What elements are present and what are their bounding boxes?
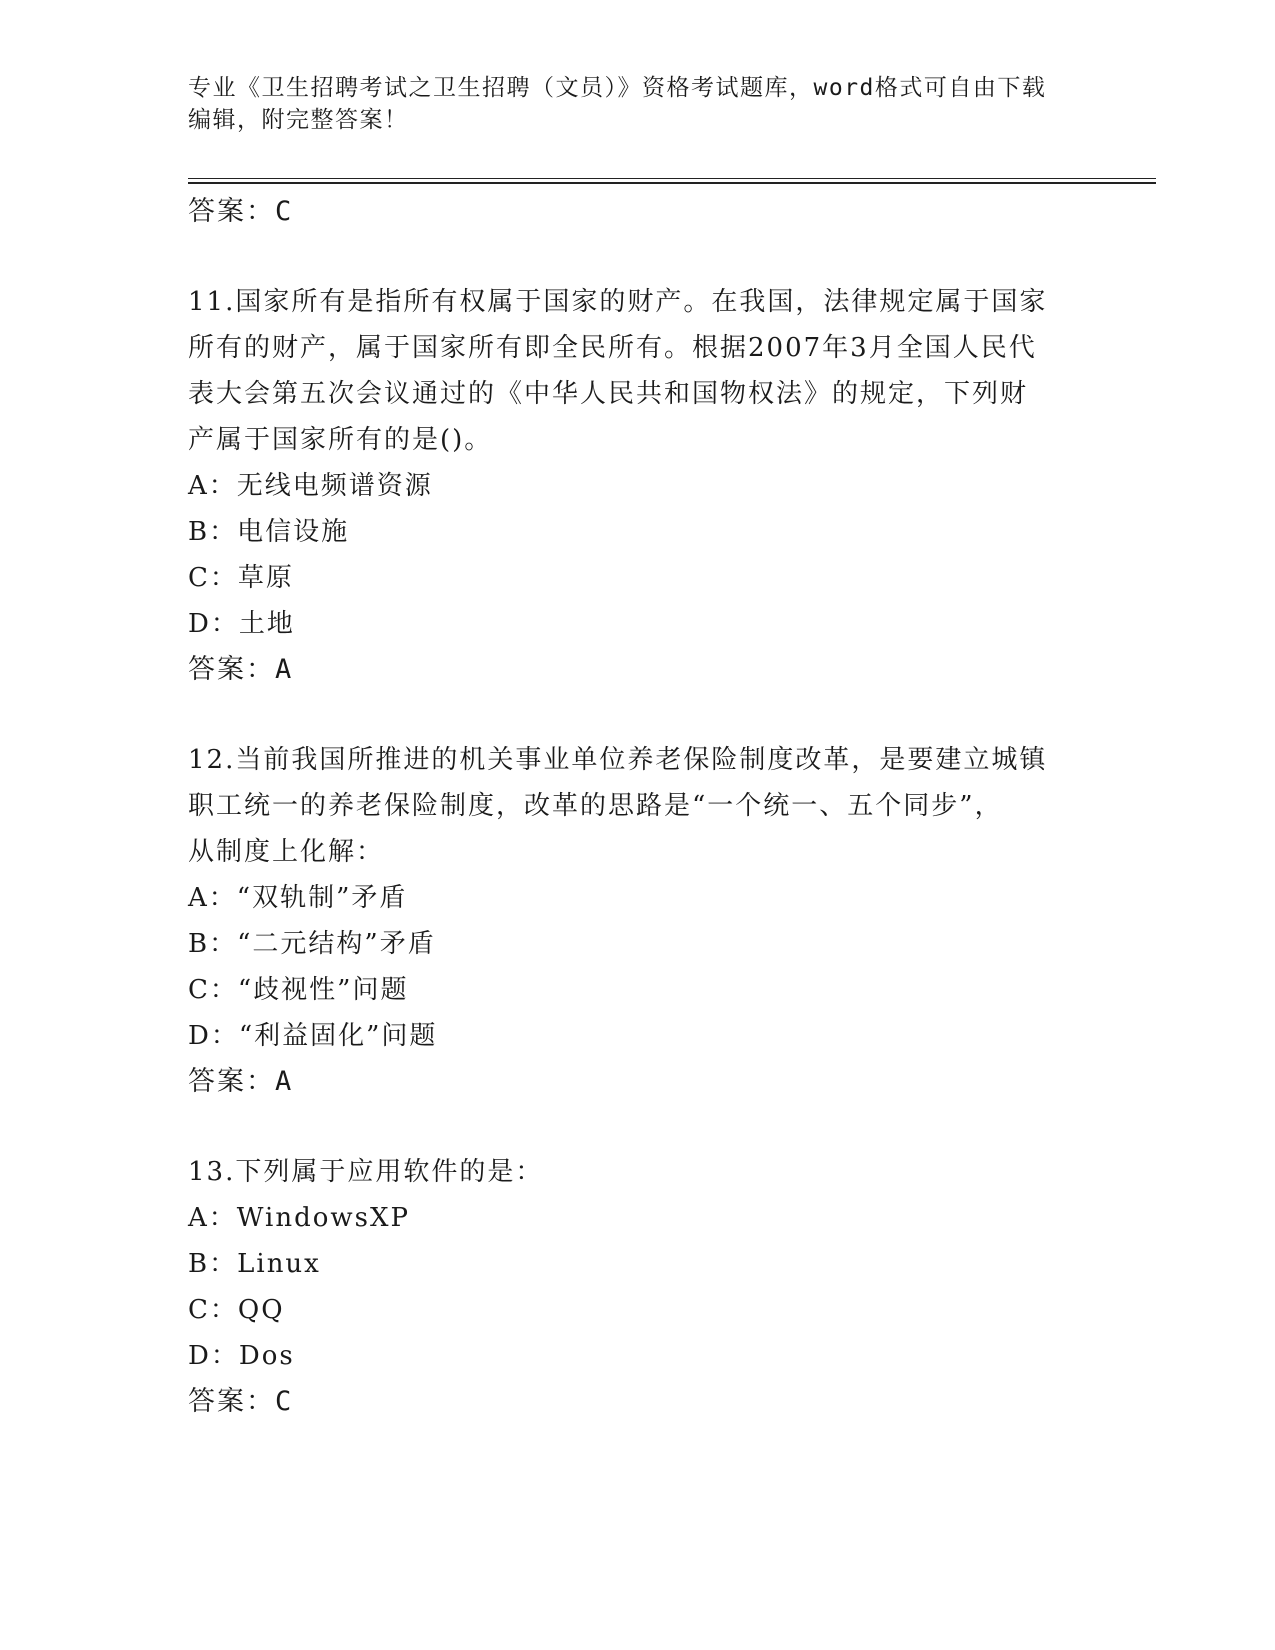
option-c: C：草原 xyxy=(188,563,294,593)
option-a: A：“双轨制”矛盾 xyxy=(188,883,408,913)
question-stem-line: 从制度上化解： xyxy=(188,837,385,867)
header-line-1: 专业《卫生招聘考试之卫生招聘（文员）》资格考试题库，word格式可自由下载 xyxy=(188,75,1047,101)
question-block xyxy=(188,737,1088,1105)
option-b: B：Linux xyxy=(188,1249,321,1279)
question-stem-line: 13.下列属于应用软件的是： xyxy=(188,1157,544,1187)
document-header xyxy=(188,72,1088,136)
option-b: B：电信设施 xyxy=(188,517,350,547)
option-a: A：无线电频谱资源 xyxy=(188,471,433,501)
question-stem-line: 12.当前我国所推进的机关事业单位养老保险制度改革，是要建立城镇 xyxy=(188,745,1048,775)
question-stem-line: 产属于国家所有的是()。 xyxy=(188,425,493,455)
spacer xyxy=(188,1105,1088,1149)
option-c: C：“歧视性”问题 xyxy=(188,975,409,1005)
option-b: B：“二元结构”矛盾 xyxy=(188,929,436,959)
question-block xyxy=(188,1149,1088,1425)
option-d: D：Dos xyxy=(188,1341,295,1371)
answer-line: 答案：A xyxy=(188,654,294,685)
question-block xyxy=(188,279,1088,693)
spacer xyxy=(188,235,1088,279)
option-d: D：“利益固化”问题 xyxy=(188,1021,438,1051)
question-stem-line: 表大会第五次会议通过的《中华人民共和国物权法》的规定，下列财 xyxy=(188,379,1029,409)
option-a: A：WindowsXP xyxy=(188,1203,411,1233)
question-list xyxy=(188,189,1088,1425)
question-stem-line: 所有的财产，属于国家所有即全民所有。根据2007年3月全国人民代 xyxy=(188,333,1037,363)
spacer xyxy=(188,693,1088,737)
question-stem-line: 11.国家所有是指所有权属于国家的财产。在我国，法律规定属于国家 xyxy=(188,287,1048,317)
answer-line: 答案：C xyxy=(188,1386,294,1417)
question-stem-line: 职工统一的养老保险制度，改革的思路是“一个统一、五个同步”， xyxy=(188,791,1003,821)
answer-line: 答案：C xyxy=(188,196,294,227)
header-divider xyxy=(188,178,1156,184)
header-line-2: 编辑，附完整答案！ xyxy=(188,107,409,133)
answer-line: 答案：A xyxy=(188,1066,294,1097)
option-c: C：QQ xyxy=(188,1295,285,1325)
option-d: D：土地 xyxy=(188,609,295,639)
